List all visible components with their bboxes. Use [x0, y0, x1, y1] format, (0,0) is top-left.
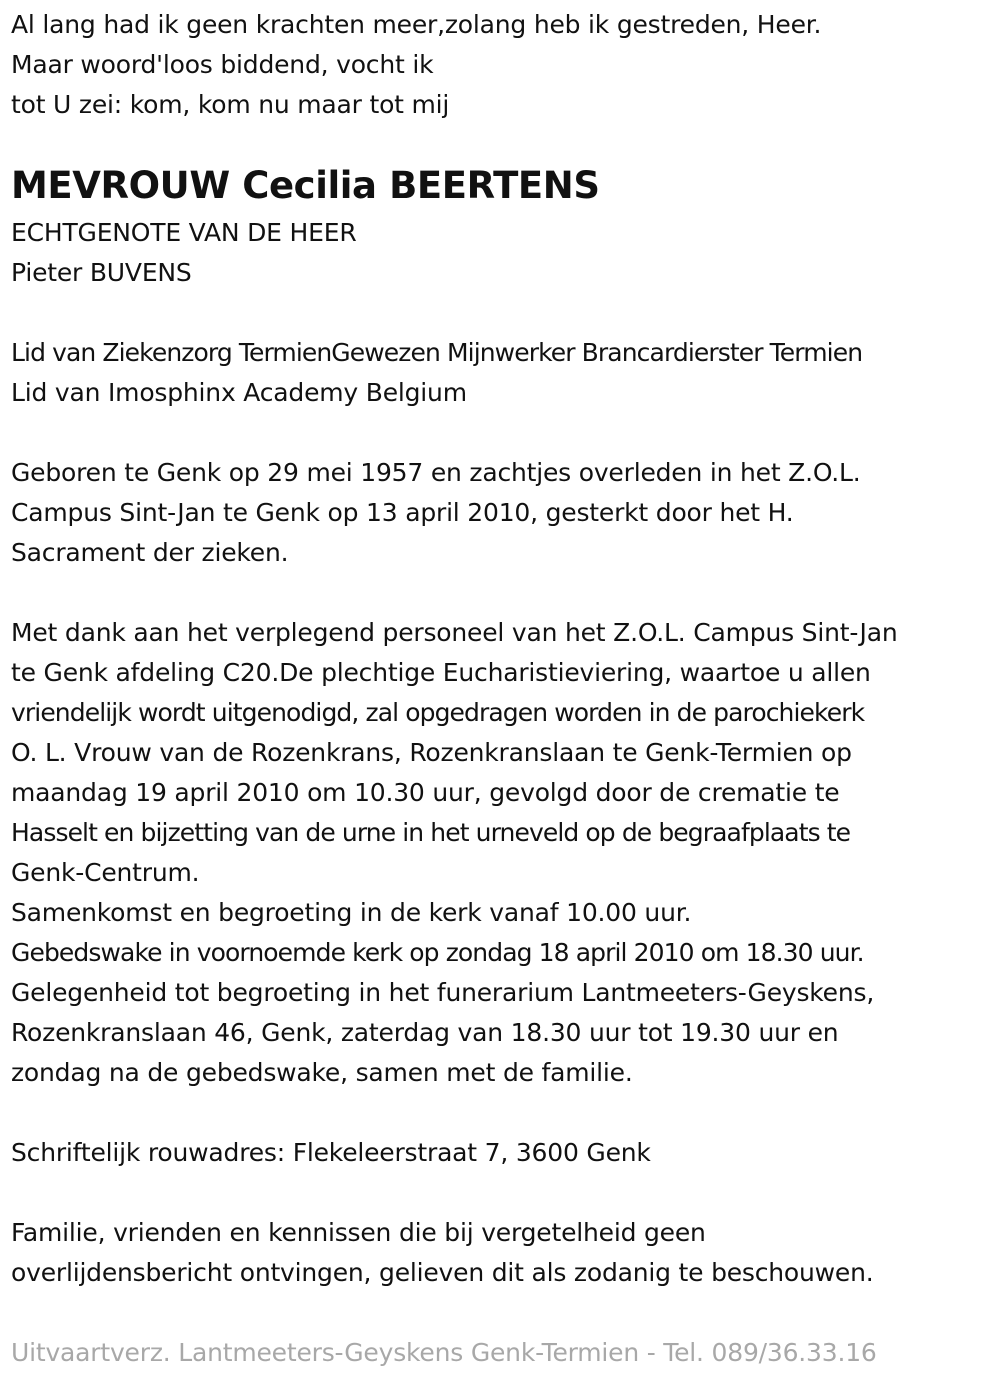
birth-death-paragraph: [11, 453, 861, 573]
poem-line: Maar woord'loos biddend, vocht ik: [11, 50, 434, 79]
membership-line: Lid van Ziekenzorg TermienGewezen Mijnwerker Brancardierster Termien: [11, 338, 863, 367]
paragraph-line: Familie, vrienden en kennissen die bij vergetelheid geen: [11, 1218, 706, 1247]
paragraph-line: Met dank aan het verplegend personeel van het Z.O.L. Campus Sint-Jan: [11, 618, 898, 647]
ceremony-paragraph: [11, 613, 898, 1093]
family-notice: [11, 1213, 874, 1293]
paragraph-line: O. L. Vrouw van de Rozenkrans, Rozenkranslaan te Genk-Termien op: [11, 738, 852, 767]
address-line: Schriftelijk rouwadres: Flekeleerstraat 7, 3600 Genk: [11, 1138, 651, 1167]
paragraph-line: vriendelijk wordt uitgenodigd, zal opgedragen worden in de parochiekerk: [11, 698, 865, 727]
paragraph-line: Samenkomst en begroeting in de kerk vanaf 10.00 uur.: [11, 898, 692, 927]
memberships: [11, 333, 862, 413]
paragraph-line: maandag 19 april 2010 om 10.30 uur, gevolgd door de crematie te: [11, 778, 840, 807]
spouse-info: [11, 213, 357, 293]
paragraph-line: Sacrament der zieken.: [11, 538, 289, 567]
poem: [11, 5, 821, 125]
paragraph-line: Genk-Centrum.: [11, 858, 200, 887]
paragraph-line: Hasselt en bijzetting van de urne in het urneveld op de begraafplaats te: [11, 818, 851, 847]
paragraph-line: Campus Sint-Jan te Genk op 13 april 2010, gesterkt door het H.: [11, 498, 794, 527]
paragraph-line: Gebedswake in voornoemde kerk op zondag 18 april 2010 om 18.30 uur.: [11, 938, 864, 967]
funeral-home-footer: Uitvaartverz. Lantmeeters-Geyskens Genk-Termien - Tel. 089/36.33.16: [11, 1338, 877, 1367]
membership-line: Lid van Imosphinx Academy Belgium: [11, 378, 467, 407]
relation-label: ECHTGENOTE VAN DE HEER: [11, 218, 357, 247]
paragraph-line: Gelegenheid tot begroeting in het funerarium Lantmeeters-Geyskens,: [11, 978, 875, 1007]
paragraph-line: Geboren te Genk op 29 mei 1957 en zachtjes overleden in het Z.O.L.: [11, 458, 861, 487]
poem-line: tot U zei: kom, kom nu maar tot mij: [11, 90, 450, 119]
paragraph-line: te Genk afdeling C20.De plechtige Eucharistieviering, waartoe u allen: [11, 658, 871, 687]
poem-line: Al lang had ik geen krachten meer,zolang heb ik gestreden, Heer.: [11, 10, 822, 39]
paragraph-line: Rozenkranslaan 46, Genk, zaterdag van 18.30 uur tot 19.30 uur en: [11, 1018, 839, 1047]
mourning-address: [11, 1133, 651, 1173]
paragraph-line: zondag na de gebedswake, samen met de familie.: [11, 1058, 633, 1087]
paragraph-line: overlijdensbericht ontvingen, gelieven dit als zodanig te beschouwen.: [11, 1258, 874, 1287]
spouse-name: Pieter BUVENS: [11, 258, 192, 287]
deceased-name: MEVROUW Cecilia BEERTENS: [11, 164, 600, 207]
